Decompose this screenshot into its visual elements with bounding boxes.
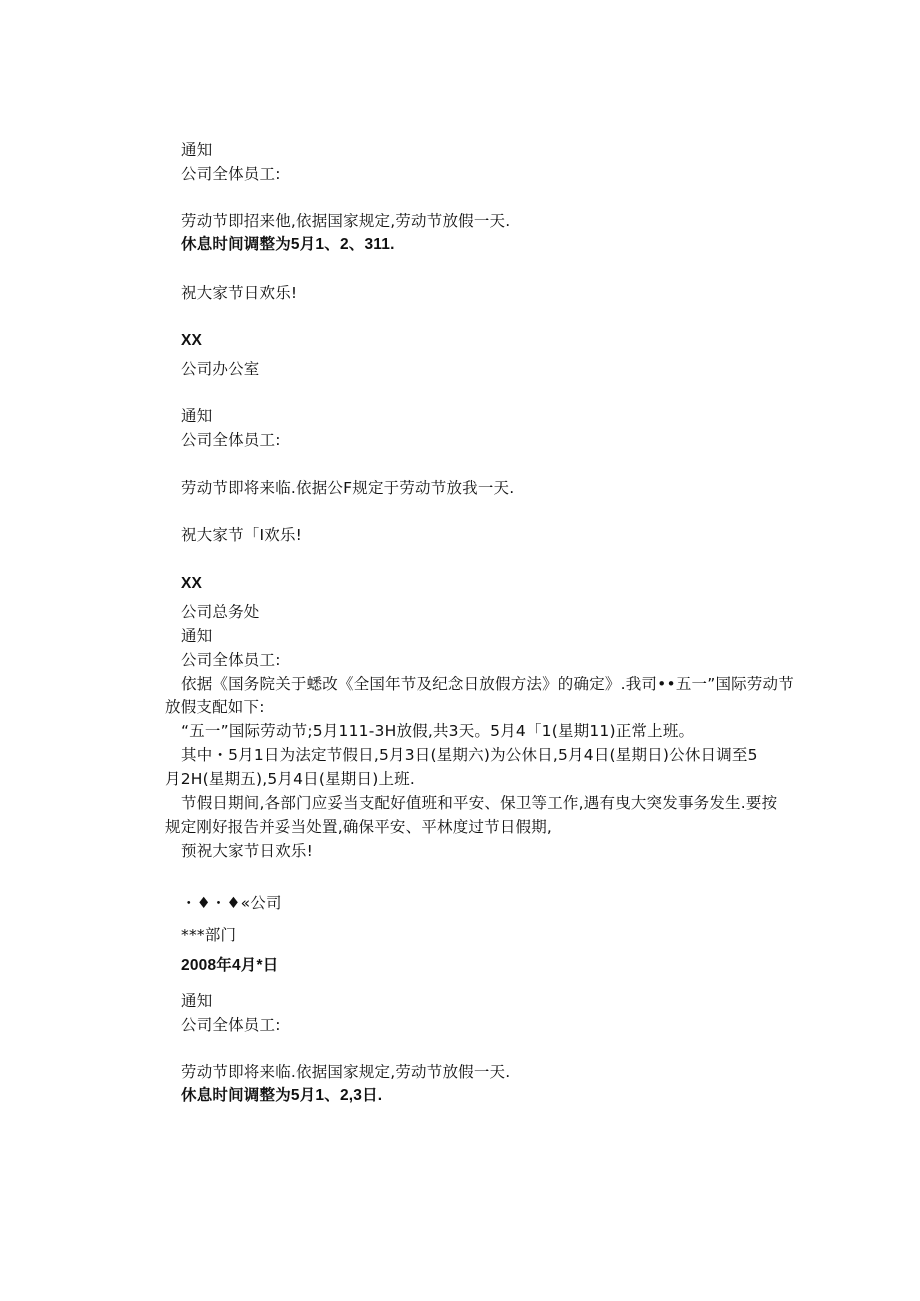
notice2-wish: 祝大家节「I欢乐! — [181, 526, 303, 544]
notice3-para4-line2: 规定刚好报告并妥当处置,确保平安、平林度过节日假期, — [165, 818, 553, 836]
notice2-body-line1: 劳动节即将来临.依据公F规定于劳动节放我一天. — [181, 479, 515, 497]
notice3-wish: 预祝大家节日欢乐! — [181, 842, 314, 860]
notice4-title: 通知 — [181, 992, 213, 1010]
notice1-body-line1: 劳动节即招来他,依据国家规定,劳动节放假一天. — [181, 212, 511, 230]
notice3-sign-date: 2008年4月*日 — [181, 957, 279, 974]
notice3-title: 通知 — [181, 627, 213, 645]
notice2-salutation: 公司全体员工: — [181, 431, 281, 449]
notice3-para1-line2: 放假支配如下: — [165, 698, 265, 716]
notice3-salutation: 公司全体员工: — [181, 651, 281, 669]
notice3-para4-line1: 节假日期间,各部门应妥当支配好值班和平安、保卫等工作,遇有曳大突发事务发生.要按 — [181, 794, 778, 812]
notice4-salutation: 公司全体员工: — [181, 1016, 281, 1034]
notice1-salutation: 公司全体员工: — [181, 165, 281, 183]
notice2-title: 通知 — [181, 407, 213, 425]
notice1-wish: 祝大家节日欢乐! — [181, 284, 298, 302]
notice3-para3-line2: 月2H(星期五),5月4日(星期日)上班. — [165, 770, 415, 788]
notice2-sign-name: XX — [181, 575, 203, 592]
notice3-sign-company: ・♦・♦«公司 — [181, 894, 282, 912]
notice4-body-line2: 休息时间调整为5月1、2,3日. — [181, 1087, 383, 1104]
notice3-sign-dept: ***部门 — [181, 926, 237, 944]
notice3-para3-line1: 其中・5月1日为法定节假日,5月3日(星期六)为公休日,5月4日(星期日)公休日调至5 — [181, 746, 758, 764]
notice1-body-line2: 休息时间调整为5月1、2、311. — [181, 236, 395, 253]
notice3-para1-line1: 依据《国务院关于蟋改《全国年节及纪念日放假方法》的确定》.我司••五一”国际劳动节 — [181, 675, 794, 693]
notice1-title: 通知 — [181, 141, 213, 159]
notice2-sign-dept: 公司总务处 — [181, 603, 260, 621]
notice3-para2: “五一”国际劳动节;5月111-3H放假,共3天。5月4「1(星期11)正常上班。 — [181, 722, 695, 740]
notice1-sign-dept: 公司办公室 — [181, 360, 260, 378]
notice1-sign-name: XX — [181, 332, 203, 349]
notice4-body-line1: 劳动节即将来临.依据国家规定,劳动节放假一天. — [181, 1063, 511, 1081]
